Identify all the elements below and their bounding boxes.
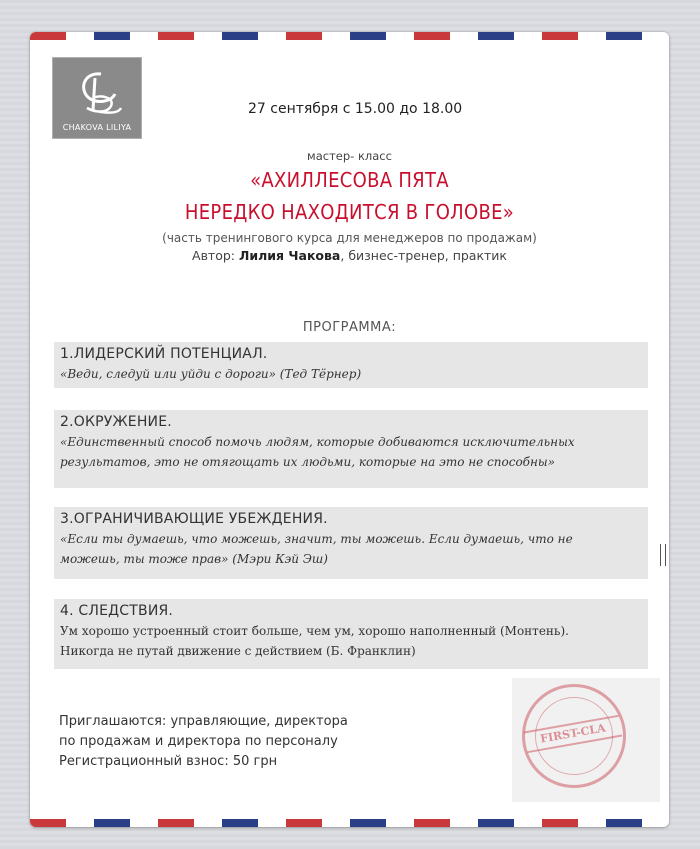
author-name: Лилия Чакова xyxy=(238,248,341,263)
section-quote-line: результатов, это не отягощать их людьми, которые на это не способны» xyxy=(60,455,556,469)
section-heading: 4. СЛЕДСТВИЯ. xyxy=(60,603,174,619)
section-quote-line: можешь, ты тоже прав» (Мэри Кэй Эш) xyxy=(60,552,328,566)
footer-line: по продажам и директора по персоналу xyxy=(59,734,338,749)
footer-fee: Регистрационный взнос: 50 грн xyxy=(59,754,278,769)
section-heading: 3.ОГРАНИЧИВАЮЩИЕ УБЕЖДЕНИЯ. xyxy=(60,511,328,527)
event-header xyxy=(30,149,669,263)
logo-brand-text: CHAKOVA LILIYA xyxy=(62,123,132,132)
cl-monogram-icon xyxy=(71,68,125,118)
logo xyxy=(52,57,142,139)
section-quote-line: «Если ты думаешь, что можешь, значит, ты можешь. Если думаешь, что не xyxy=(60,532,573,546)
footer-info xyxy=(59,712,499,772)
stamp-text: FIRST-CLA xyxy=(524,715,622,753)
section-heading: 1.ЛИДЕРСКИЙ ПОТЕНЦИАЛ. xyxy=(60,346,268,362)
event-kicker: мастер- класс xyxy=(307,149,392,163)
postmark-stamp-icon xyxy=(522,684,626,788)
event-author xyxy=(30,248,669,263)
section-quote-line: Ум хорошо устроенный стоит больше, чем ум, хорошо наполненный (Монтень). xyxy=(60,624,569,638)
airmail-border-top xyxy=(30,32,669,40)
event-title-line2: НЕРЕДКО НАХОДИТСЯ В ГОЛОВЕ» xyxy=(184,200,515,224)
text-cursor-icon xyxy=(660,544,666,566)
event-date-time: 27 сентября с 15.00 до 18.00 xyxy=(248,101,463,117)
program-label: ПРОГРАММА: xyxy=(302,320,397,335)
program-section-beliefs xyxy=(54,507,648,579)
section-quote-line: Никогда не путай движение с действием (Б. Франклин) xyxy=(60,644,416,658)
program-section-leadership xyxy=(54,342,648,388)
author-suffix: , бизнес-тренер, практик xyxy=(340,248,507,263)
footer-line: Приглашаются: управляющие, директора xyxy=(59,714,348,729)
section-quote-line: «Единственный способ помочь людям, которые добиваются исключительных xyxy=(60,435,575,449)
airmail-border-bottom xyxy=(30,819,669,827)
invitation-card xyxy=(30,32,669,827)
event-subtitle: (часть тренингового курса для менеджеров по продажам) xyxy=(162,231,537,245)
author-prefix: Автор: xyxy=(192,248,239,263)
section-heading: 2.ОКРУЖЕНИЕ. xyxy=(60,414,172,430)
section-quote-line: «Веди, следуй или уйди с дороги» (Тед Тёрнер) xyxy=(60,367,362,381)
program-section-consequences xyxy=(54,599,648,669)
event-title-line1: «АХИЛЛЕСОВА ПЯТА xyxy=(250,168,449,192)
program-section-environment xyxy=(54,410,648,488)
stamp-area xyxy=(512,678,660,802)
